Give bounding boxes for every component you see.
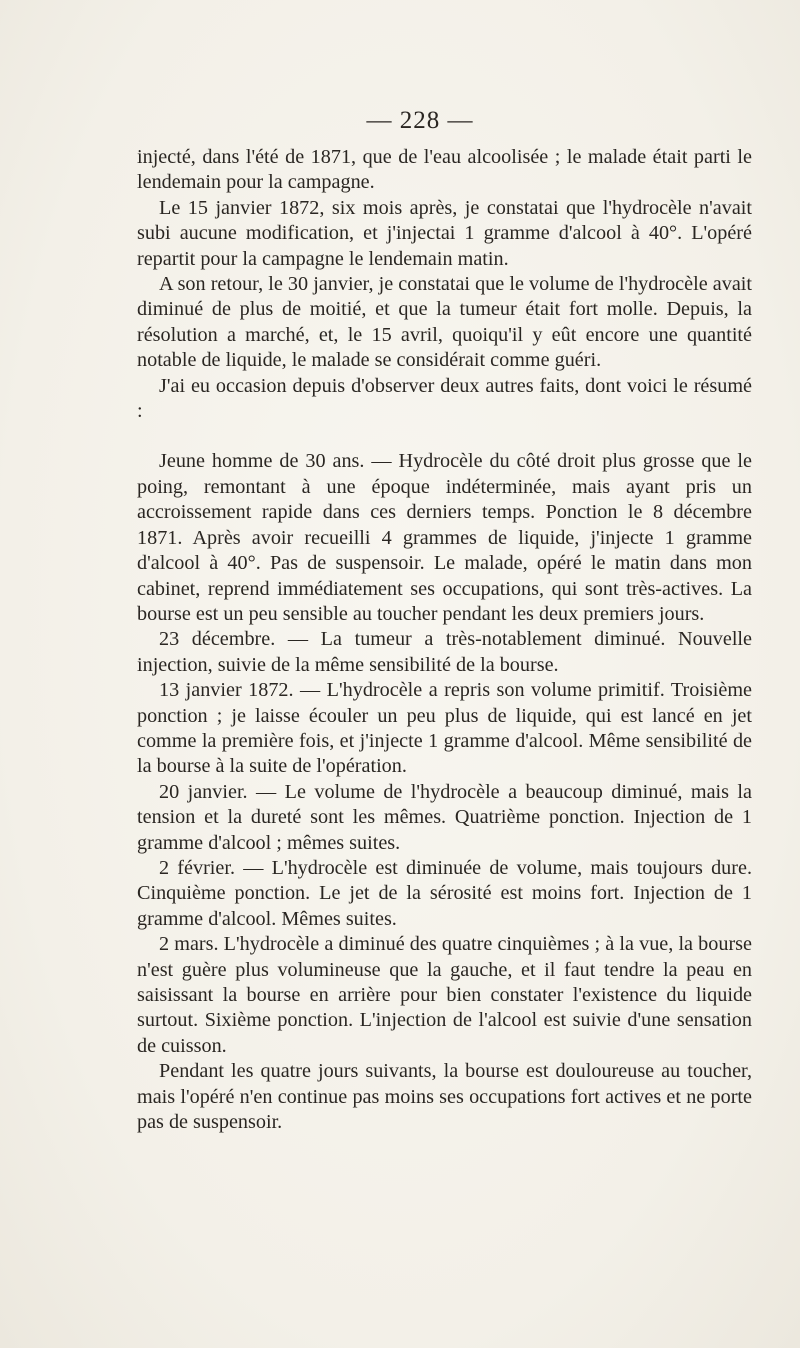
paragraph-11: Pendant les quatre jours suivants, la bourse est douloureuse au toucher, mais l'opéré n'en continue pas moins ses occupations fort actives et ne porte pas de suspensoir.	[137, 1060, 752, 1134]
paragraph-6: 23 décembre. — La tumeur a très-notablement diminué. Nouvelle injection, suivie de la même sensibilité de la bourse.	[137, 628, 752, 676]
paragraph-2: Le 15 janvier 1872, six mois après, je constatai que l'hydrocèle n'avait subi aucune modification, et j'injectai 1 gramme d'alcool à 40°. L'opéré repartit pour la campagne le lendemain matin.	[137, 196, 752, 270]
paragraph-3: A son retour, le 30 janvier, je constatai que le volume de l'hydrocèle avait diminué de plus de moitié, et que la tumeur était fort molle. Depuis, la résolution a marché, et, le 15 avril, quoiqu'il y eût encore une quantité notable de liquide, le malade se considérait comme guéri.	[137, 273, 752, 372]
paragraph-4: J'ai eu occasion depuis d'observer deux autres faits, dont voici le résumé :	[137, 374, 752, 423]
paragraph-9: 2 février. — L'hydrocèle est diminuée de volume, mais toujours dure. Cinquième ponction. Le jet de la sérosité est moins fort. Injection de 1 gramme d'alcool. Mêmes suites.	[137, 856, 752, 930]
paragraph-8: 20 janvier. — Le volume de l'hydrocèle a beaucoup diminué, mais la tension et la dureté sont les mêmes. Quatrième ponction. Injection de 1 gramme d'alcool ; mêmes suites.	[137, 780, 752, 854]
page-number: — 228 —	[366, 107, 474, 134]
body-text	[137, 145, 752, 1135]
paragraph-7: 13 janvier 1872. — L'hydrocèle a repris son volume primitif. Troisième ponction ; je laisse écouler un peu plus de liquide, qui est lancé en jet comme la première fois, et j'injecte 1 gramme d'alcool. Même sensibilité de la bourse à la suite de l'opération.	[137, 679, 752, 778]
paragraph-10: 2 mars. L'hydrocèle a diminué des quatre cinquièmes ; à la vue, la bourse n'est guère plus volumineuse que la gauche, et il faut tendre la peau en saisissant la bourse en arrière pour bien constater l'existence du liquide surtout. Sixième ponction. L'injection de l'alcool est suivie d'une sensation de cuisson.	[137, 933, 752, 1057]
paragraph-5: Jeune homme de 30 ans. — Hydrocèle du côté droit plus grosse que le poing, remontant à une époque indéterminée, mais ayant pris un accroissement rapide dans ces derniers temps. Ponction le 8 décembre 1871. Après avoir recueilli 4 grammes de liquide, j'injecte 1 gramme d'alcool à 40°. Pas de suspensoir. Le malade, opéré le matin dans mon cabinet, reprend immédiatement ses occupations, qui sont très-actives. La bourse est un peu sensible au toucher pendant les deux premiers jours.	[137, 450, 752, 625]
paragraph-1: injecté, dans l'été de 1871, que de l'eau alcoolisée ; le malade était parti le lendemain pour la campagne.	[137, 146, 752, 194]
